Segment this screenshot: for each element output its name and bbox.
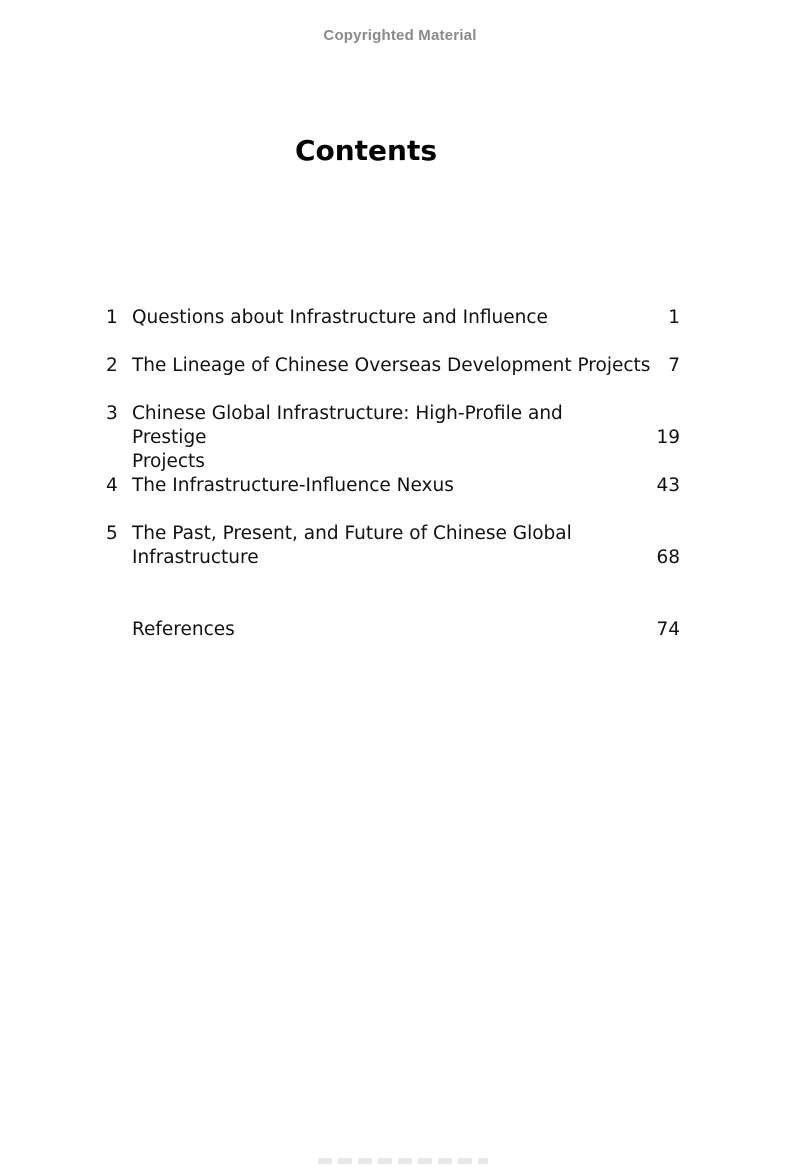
toc-entry-page: 43 — [656, 475, 680, 496]
toc-entry-2[interactable] — [106, 354, 680, 378]
toc-entry-3[interactable] — [106, 402, 680, 472]
copyright-watermark: Copyrighted Material — [323, 27, 477, 44]
toc-entry-5[interactable] — [106, 522, 680, 570]
toc-entry-4[interactable] — [106, 474, 680, 498]
toc-entry-page: 19 — [656, 427, 680, 448]
toc-entry-number: 4 — [106, 475, 118, 496]
toc-entry-page: 68 — [656, 547, 680, 568]
toc-entry-1[interactable] — [106, 306, 680, 330]
toc-entry-number: 2 — [106, 355, 118, 376]
toc-entry-title: The Infrastructure-Influence Nexus — [132, 475, 454, 496]
toc-entry-number: 5 — [106, 523, 118, 544]
toc-entry-title: The Lineage of Chinese Overseas Development Projects — [132, 355, 651, 376]
page-title: Contents — [294, 134, 438, 167]
toc-entry-page: 74 — [656, 619, 680, 640]
toc-entry-title: Chinese Global Infrastructure: High-Profile and Prestige Projects — [132, 403, 563, 472]
toc-entry-references[interactable] — [106, 618, 680, 642]
toc-entry-number: 1 — [106, 307, 118, 328]
toc-entry-title: Questions about Infrastructure and Influence — [132, 307, 548, 328]
toc-entry-title: The Past, Present, and Future of Chinese Global Infrastructure — [132, 523, 572, 568]
footer-watermark-residue — [318, 1158, 488, 1164]
toc-entry-page: 1 — [668, 307, 680, 328]
toc-entry-number: 3 — [106, 403, 118, 424]
toc-entry-page: 7 — [668, 355, 680, 376]
toc-entry-title: References — [132, 619, 235, 640]
